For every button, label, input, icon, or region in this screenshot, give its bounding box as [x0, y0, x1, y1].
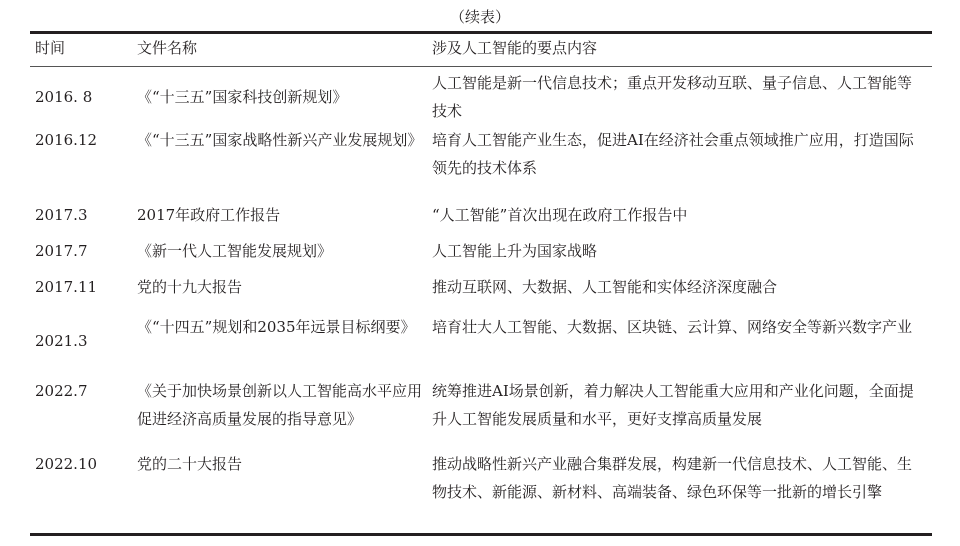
- row-content: 人工智能是新一代信息技术；重点开发移动互联、量子信息、人工智能等技术: [432, 74, 913, 120]
- table-caption: （续表）: [449, 8, 510, 26]
- row-time: 2022.10: [35, 455, 98, 473]
- row-time: 2016.12: [35, 131, 98, 149]
- row-content: “人工智能”首次出现在政府工作报告中: [432, 206, 688, 224]
- row-time: 2022.7: [35, 382, 88, 400]
- row-document-name: 2017年政府工作报告: [137, 206, 281, 224]
- row-document-name: 《“十四五”规划和2035年远景目标纲要》: [137, 318, 416, 336]
- row-document-name: 《关于加快场景创新以人工智能高水平应用促进经济高质量发展的指导意见》: [137, 382, 423, 428]
- row-content: 推动战略性新兴产业融合集群发展，构建新一代信息技术、人工智能、生物技术、新能源、新材料、高端装备、绿色环保等一批新的增长引擎: [432, 455, 913, 501]
- row-time: 2017.3: [35, 206, 88, 224]
- row-time: 2017.7: [35, 242, 88, 260]
- row-content: 统筹推进AI场景创新，着力解决人工智能重大应用和产业化问题，全面提升人工智能发展质量和水平，更好支撑高质量发展: [432, 382, 914, 428]
- table-header-rule: [30, 66, 932, 67]
- row-content: 培育人工智能产业生态，促进AI在经济社会重点领域推广应用，打造国际领先的技术体系: [432, 131, 914, 177]
- row-document-name: 《新一代人工智能发展规划》: [137, 242, 333, 260]
- header-ai-points: 涉及人工智能的要点内容: [432, 39, 598, 57]
- table-bottom-rule: [30, 533, 932, 536]
- row-time: 2017.11: [35, 278, 98, 296]
- row-time: 2016. 8: [35, 88, 93, 106]
- row-document-name: 《“十三五”国家战略性新兴产业发展规划》: [137, 131, 423, 149]
- row-content: 推动互联网、大数据、人工智能和实体经济深度融合: [432, 278, 778, 296]
- row-content: 人工智能上升为国家战略: [432, 242, 598, 260]
- row-document-name: 党的十九大报告: [137, 278, 243, 296]
- row-document-name: 《“十三五”国家科技创新规划》: [137, 88, 348, 106]
- row-document-name: 党的二十大报告: [137, 455, 243, 473]
- header-time: 时间: [35, 39, 66, 57]
- row-time: 2021.3: [35, 332, 88, 350]
- row-content: 培育壮大人工智能、大数据、区块链、云计算、网络安全等新兴数字产业: [432, 318, 913, 336]
- header-document-name: 文件名称: [137, 39, 198, 57]
